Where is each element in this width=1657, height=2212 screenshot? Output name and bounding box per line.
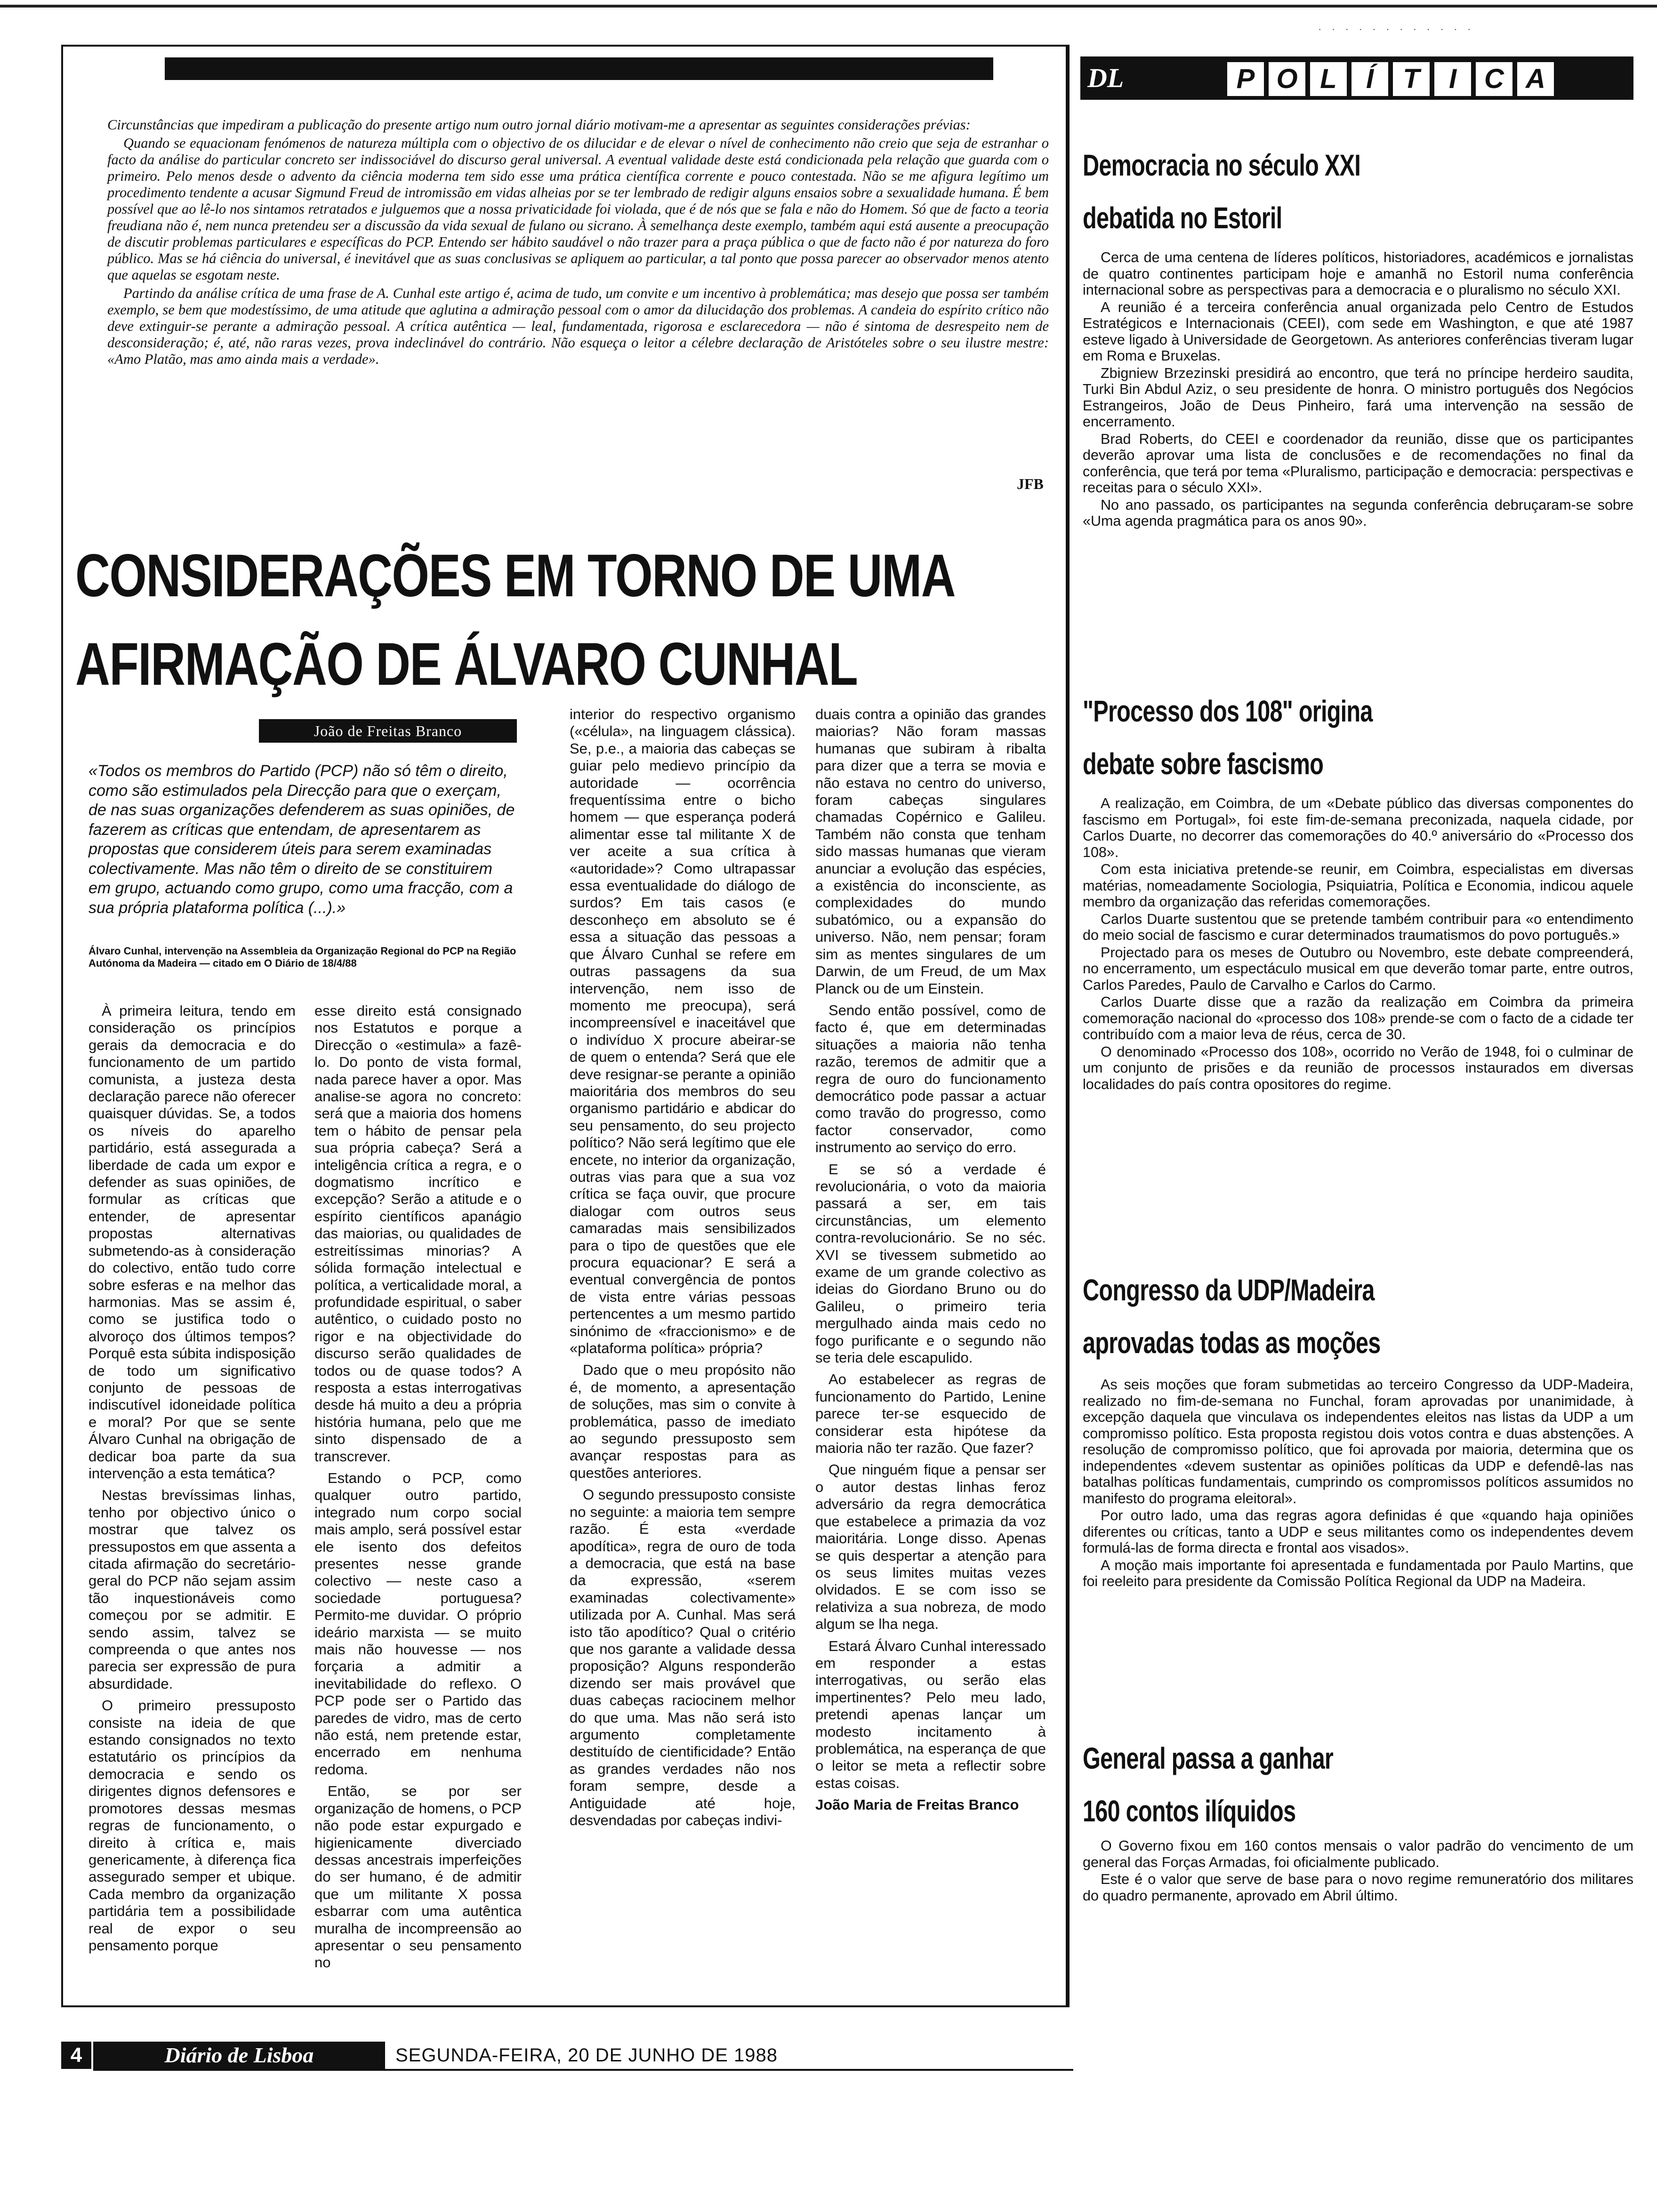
section-title bbox=[1226, 61, 1558, 97]
paragraph: Sendo então possível, como de facto é, que em determinadas situações a maioria não tenha razão, teremos de admitir que a regra de ouro do funcionamento democrático pode passar a actuar como travão do progresso, como factor conservador, como instrumento ao serviço do erro. bbox=[815, 1002, 1046, 1156]
black-banner bbox=[165, 57, 993, 80]
quote-source: Álvaro Cunhal, intervenção na Assembleia da Organização Regional do PCP na Região Autónoma da Madeira — citado em O Diário de 18/4/88 bbox=[88, 945, 516, 969]
paragraph: O Governo fixou em 160 contos mensais o valor padrão do vencimento de um general das Forças Armadas, foi oficialmente publicado. bbox=[1083, 1838, 1633, 1870]
story-headline-line: Democracia no século XXI bbox=[1083, 148, 1360, 182]
paragraph: Ao estabelecer as regras de funcionamento do Partido, Lenine parece ter-se esquecido de considerar esta hipótese da maioria não ter razão. Que fazer? bbox=[815, 1371, 1046, 1457]
paragraph: A moção mais importante foi apresentada e fundamentada por Paulo Martins, que foi reeleito para presidente da Comissão Política Regional da UDP na Madeira. bbox=[1083, 1557, 1633, 1589]
paragraph: A reunião é a terceira conferência anual organizada pelo Centro de Estudos Estratégicos e Internacionais (CEEI), com sede em Washington, e que até 1987 esteve ligado à Universidade de Georgetown. As anteriores conferências tiveram lugar em Roma e Bruxelas. bbox=[1083, 299, 1633, 364]
story-2-headline bbox=[1083, 685, 1373, 790]
headline-line-2: AFIRMAÇÃO DE ÁLVARO CUNHAL bbox=[75, 631, 858, 698]
paragraph: As seis moções que foram submetidas ao terceiro Congresso da UDP-Madeira, realizado no fim-de-semana no Funchal, foram aprovadas por unanimidade, à excepção daquela que vinculava os independentes eleitos nas listas da UDP a um compromisso político. Esta proposta registou dois votos contra e duas abstenções. A resolução de compromisso político, que foi aprovada por maioria, determina que os independentes «devem sustentar as opiniões políticas da UDP e defendê-las nas batalhas políticas fundamentais, cumprindo os compromissos políticos assumidos no manifesto do programa eleitoral». bbox=[1083, 1377, 1633, 1507]
story-headline-line: "Processo dos 108" origina bbox=[1083, 694, 1373, 728]
paragraph: interior do respectivo organismo («célula», na linguagem clássica). Se, p.e., a maioria das cabeças se guiar pelo medievo princípio da autoridade — ocorrência frequentíssima entre o bicho homem — que esperança poderá alimentar esse tal militante X de ver aceite a sua crítica à «autoridade»? Como ultrapassar essa eventualidade do diálogo de surdos? Em tais casos (e desconheço em absoluto se é essa a situação das pessoas a que Álvaro Cunhal se refere em outras passagens da sua intervenção, nem isso de momento me preocupa), será incompreensível e inaceitável que o indivíduo X procure abeirar-se de quem o entenda? Será que ele deve resignar-se perante a opinião maioritária dos membros do seu organismo partidário e abdicar do seu pensamento, do seu projecto político? Não será legítimo que ele encete, no interior da organização, outras vias para que a sua voz crítica se faça ouvir, que procure dialogar com outros seus camaradas mais sensibilizados para o tipo de questões que ele procura equacionar? E será a eventual convergência de pontos de vista entre várias pessoas pertencentes a um mesmo partido sinónimo de «fraccionismo» e de «plataforma política» própria? bbox=[570, 706, 796, 1357]
story-headline-line: aprovadas todas as moções bbox=[1083, 1326, 1381, 1360]
story-headline-line: debate sobre fascismo bbox=[1083, 747, 1324, 781]
paragraph: Estando o PCP, como qualquer outro partido, integrado num corpo social mais amplo, será possível estar ele isento dos defeitos presentes nesse grande colectivo — neste caso a sociedade portuguesa? Permito-me duvidar. O próprio ideário marxista — se muito mais não houvesse — nos forçaria a admitir a inevitabilidade do reflexo. O PCP pode ser o Partido das paredes de vidro, mas de certo não está, nem pretende estar, encerrado em nenhuma redoma. bbox=[314, 1469, 522, 1778]
paragraph: Então, se por ser organização de homens, o PCP não pode estar expurgado e higienicamente diverciado dessas ancestrais imperfeições do ser humano, é de admitir que um militante X possa esbarrar com uma autêntica muralha de incompreensão ao apresentar o seu pensamento no bbox=[314, 1783, 522, 1971]
top-dots: · · · · · · · · · · · · bbox=[1318, 24, 1475, 35]
editor-note bbox=[107, 117, 1049, 369]
story-4-body bbox=[1083, 1838, 1633, 1905]
story-1-body bbox=[1083, 249, 1633, 530]
paragraph: No ano passado, os participantes na segunda conferência debruçaram-se sobre «Uma agenda pragmática para os anos 90». bbox=[1083, 497, 1633, 529]
editor-note-signature: JFB bbox=[1017, 475, 1044, 492]
paragraph: esse direito está consignado nos Estatutos e porque a Direcção o «estimula» a fazê-lo. Do ponto de vista formal, nada parece haver a opor. Mas analise-se agora no concreto: será que a maioria dos homens tem o hábito de pensar pela sua própria cabeça? Será a inteligência crítica a regra, e o dogmatismo incrítico e excepção? Serão a atitude e o espírito científicos apanágio das maiorias, ou qualidades de estreitíssimas minorias? A sólida formação intelectual e política, a verticalidade moral, a profundidade espiritual, o saber autêntico, o cuidado posto no rigor e na objectividade do discurso serão qualidades de todos ou de quase todos? A resposta a estas interrogativas desde há muito a deu a própria história humana, pelo que me sinto dispensado de a transcrever. bbox=[314, 1002, 522, 1465]
paragraph: Estará Álvaro Cunhal interessado em responder a estas interrogativas, ou serão elas impertinentes? Pelo meu lado, pretendi apenas lançar um modesto incitamento à problemática, na esperança de que o leitor se meta a reflectir sobre estas coisas. bbox=[815, 1637, 1046, 1791]
paragraph: Por outro lado, uma das regras agora definidas é que «quando haja opiniões diferentes ou críticas, tanto a UDP e seus militantes como os independentes devem formulá-las de forma directa e frontal aos visados». bbox=[1083, 1507, 1633, 1556]
editor-note-paragraph: Partindo da análise crítica de uma frase de A. Cunhal este artigo é, acima de tudo, um convite e um incentivo à problemática; mas desejo que possa ser também exemplo, se bem que modestíssimo, de uma atitude que aglutina a admiração pessoal com o amor da dilucidação dos problemas. A candeia do espírito crítico não deve extinguir-se perante a admiração pessoal. A crítica autêntica — leal, fundamentada, rigorosa e esclarecedora — não é sintoma de desrespeito nem de desconsideração; é, até, não raras vezes, prova indeclinável do contrário. Não esqueça o leitor a célebre declaração de Aristóteles sobre o seu ilustre mestre: «Amo Platão, mas amo ainda mais a verdade». bbox=[107, 285, 1049, 367]
story-headline-line: 160 contos ilíquidos bbox=[1083, 1794, 1296, 1828]
article-column-2 bbox=[314, 1002, 522, 1976]
section-letter: P bbox=[1226, 61, 1265, 97]
headline-line-1: CONSIDERAÇÕES EM TORNO DE UMA bbox=[75, 542, 955, 609]
paragraph: Cerca de uma centena de líderes políticos, historiadores, académicos e jornalistas de quatro continentes participam hoje e amanhã no Estoril numa conferência internacional sobre as perspectivas para a democracia e o pluralismo no século XXI. bbox=[1083, 249, 1633, 298]
paragraph: O primeiro pressuposto consiste na ideia de que estando consignados no texto estatutário os princípios da democracia e sendo os dirigentes dignos defensores e promotores dessas mesmas regras de funcionamento, o direito à crítica e, mais genericamente, à diferença fica assegurado semper et ubique. Cada membro da organização partidária tem a possibilidade real de expor o seu pensamento porque bbox=[88, 1697, 296, 1954]
column-divider bbox=[1068, 45, 1070, 2007]
paragraph: E se só a verdade é revolucionária, o voto da maioria passará a ser, em tais circunstâncias, um elemento contra-revolucionário. Se no séc. XVI se tivessem submetido ao exame de um grande colectivo as ideias do Giordano Bruno ou do Galileu, o primeiro teria mergulhado ainda mais cedo no fogo purificante e o segundo não se teria dele escapulido. bbox=[815, 1161, 1046, 1366]
newspaper-name: Diário de Lisboa bbox=[93, 2042, 385, 2069]
footer-rule bbox=[93, 2069, 1073, 2071]
story-1-headline bbox=[1083, 139, 1360, 244]
paragraph: Este é o valor que serve de base para o novo regime remuneratório dos militares do quadro permanente, aprovado em Abril último. bbox=[1083, 1871, 1633, 1904]
paragraph: O denominado «Processo dos 108», ocorrido no Verão de 1948, foi o culminar de um conjunto de prisões e da reunião de processos instaurados em diversas localidades do país contra opositores do regime. bbox=[1083, 1043, 1633, 1092]
section-logo: DL bbox=[1087, 63, 1124, 93]
editor-note-paragraph: Circunstâncias que impediram a publicação do presente artigo num outro jornal diário motivam-me a apresentar as seguintes considerações prévias: bbox=[107, 117, 971, 133]
cunhal-quote: «Todos os membros do Partido (PCP) não só têm o direito, como são estimulados pela Direcção para que o exerçam, de nas suas organizações defenderem as suas opiniões, de fazerem as críticas que entendam, de apresentarem as propostas que considerem úteis para serem examinadas colectivamente. Mas não têm o direito de se constituirem em grupo, actuando como grupo, como uma fracção, com a sua própria plataforma política (...).» bbox=[88, 762, 515, 917]
section-letter: Í bbox=[1351, 61, 1389, 97]
story-3-body bbox=[1083, 1377, 1633, 1591]
paragraph: Com esta iniciativa pretende-se reunir, em Coimbra, especialistas em diversas matérias, nomeadamente Sociologia, Psiquiatria, Política e Economia, indicou aquele membro da organização das referidas comemorações. bbox=[1083, 861, 1633, 910]
article-column-1 bbox=[88, 1002, 296, 1959]
paragraph: Zbigniew Brzezinski presidirá ao encontro, que terá no príncipe herdeiro saudita, Turki Bin Abdul Aziz, o seu presidente de honra. O ministro português dos Negócios Estrangeiros, João de Deus Pinheiro, fará uma intervenção na sessão de encerramento. bbox=[1083, 365, 1633, 430]
paragraph: A realização, em Coimbra, de um «Debate público das diversas componentes do fascismo em Portugal», foi este fim-de-semana preconizada, naquela cidade, por Carlos Duarte, no decorrer das comemorações do 40.º aniversário do «Processo dos 108». bbox=[1083, 795, 1633, 860]
section-letter: L bbox=[1309, 61, 1348, 97]
paragraph: Nestas brevíssimas linhas, tenho por objectivo único o mostrar que talvez os pressupostos em que assenta a citada afirmação do secretário-geral do PCP não sejam assim tão inquestionáveis como começou por se admitir. E sendo assim, talvez se compreenda o que antes nos parecia ser expressão de pura absurdidade. bbox=[88, 1487, 296, 1692]
section-letter: I bbox=[1433, 61, 1472, 97]
paragraph: Brad Roberts, do CEEI e coordenador da reunião, disse que os participantes deverão aprovar uma lista de conclusões e de recomendações no final da conferência, que terá por tema «Pluralismo, participação e democracia: perspectivas e receitas para o século XXI». bbox=[1083, 431, 1633, 496]
story-headline-line: General passa a ganhar bbox=[1083, 1741, 1334, 1775]
story-headline-line: debatida no Estoril bbox=[1083, 201, 1282, 235]
paragraph: Dado que o meu propósito não é, de momento, a apresentação de soluções, mas sim o convite à problemática, passo de imediato ao segundo pressuposto sem avançar respostas para as questões anteriores. bbox=[570, 1362, 796, 1481]
article-headline bbox=[75, 532, 955, 709]
story-2-body bbox=[1083, 795, 1633, 1093]
story-3-headline bbox=[1083, 1264, 1381, 1369]
article-column-3 bbox=[570, 706, 796, 1834]
section-letter: O bbox=[1268, 61, 1306, 97]
paragraph: Que ninguém fique a pensar ser o autor destas linhas feroz adversário da regra democrática que estabelece a primazia da voz maioritária. Longe disso. Apenas se quis despertar a atenção para os seus limites muitas vezes olvidados. E se com isso se relativiza a sua nobreza, de modo algum se lha nega. bbox=[815, 1461, 1046, 1633]
paragraph: Projectado para os meses de Outubro ou Novembro, este debate compreenderá, no encerramento, um espectáculo musical em que deverão tomar parte, entre outros, Carlos Paredes, Paulo de Carvalho e Carlos do Carmo. bbox=[1083, 944, 1633, 993]
paragraph: Carlos Duarte sustentou que se pretende também contribuir para «o entendimento do meio social de fascismo e curar determinados traumatismos do povo português.» bbox=[1083, 911, 1633, 943]
story-headline-line: Congresso da UDP/Madeira bbox=[1083, 1273, 1375, 1307]
article-column-4 bbox=[815, 706, 1046, 1819]
byline: João de Freitas Branco bbox=[259, 719, 517, 743]
paragraph: O segundo pressuposto consiste no seguinte: a maioria tem sempre razão. É esta «verdade apodítica», regra de ouro de toda a democracia, que está na base da expressão, «serem examinadas colectivamente» utilizada por A. Cunhal. Mas será isto tão apodítico? Qual o critério que nos garante a validade dessa proposição? Alguns responderão dizendo ser mais provável que duas cabeças raciocinem melhor do que uma. Mas não será isto argumento completamente destituído de cientificidade? Então as grandes verdades não nos foram sempre, desde a Antiguidade até hoje, desvendadas por cabeças indivi- bbox=[570, 1486, 796, 1828]
page-number: 4 bbox=[61, 2042, 91, 2069]
article-signature: João Maria de Freitas Branco bbox=[815, 1796, 1019, 1813]
paragraph: duais contra a opinião das grandes maiorias? Não foram massas humanas que subiram à ribalta para dizer que a terra se movia e não estava no centro do universo, foram cabeças singulares chamadas Copérnico e Galileu. Também não consta que tenham sido massas humanas que vieram anunciar a evolução das espécies, a existência do inconsciente, as complexidades do mundo subatómico, ou a expansão do universo. Não, nem pensar; foram sim as mentes singulares de um Darwin, de um Freud, de um Max Planck ou de um Einstein. bbox=[815, 706, 1046, 997]
paragraph: Carlos Duarte disse que a razão da realização em Coimbra da primeira comemoração nacional do «processo dos 108» prende-se com o facto de a cidade ter contribuído com a maior leva de réus, cerca de 30. bbox=[1083, 994, 1633, 1042]
paragraph: À primeira leitura, tendo em consideração os princípios gerais da democracia e do funcionamento de um partido comunista, a justeza desta declaração parece não oferecer quaisquer dúvidas. Se, a todos os níveis do aparelho partidário, está assegurada a liberdade de cada um expor e defender as suas opiniões, de formular as críticas que entender, de apresentar propostas alternativas submetendo-as à consideração do colectivo, então tudo corre sobre esferas e na melhor das harmonias. Mas se assim é, como se justifica todo o alvoroço dos últimos tempos? Porquê esta súbita indisposição de todo um significativo conjunto de pessoas de indiscutível idoneidade política e moral? Por que se sente Álvaro Cunhal na obrigação de dedicar boa parte da sua intervenção a esta temática? bbox=[88, 1002, 296, 1482]
issue-date: SEGUNDA-FEIRA, 20 DE JUNHO DE 1988 bbox=[395, 2045, 778, 2066]
story-4-headline bbox=[1083, 1732, 1333, 1837]
section-letter: T bbox=[1392, 61, 1431, 97]
section-letter: A bbox=[1516, 61, 1555, 97]
section-letter: C bbox=[1475, 61, 1513, 97]
top-rule bbox=[0, 5, 1657, 8]
editor-note-paragraph: Quando se equacionam fenómenos de natureza múltipla com o objectivo de os dilucidar e de elevar o nível de conhecimento não creio que seja de estranhar o facto da análise do particular concreto ser indissociável do discurso geral universal. A eventual validade deste está condicionada pela relação que guarda com o primeiro. Pelo menos desde o advento da ciência moderna tem sido esse uma prática científica corrente e pouco contestada. Não se me afigura legítimo um procedimento tendente a acusar Sigmund Freud de intromissão em vidas alheias por se ter lembrado de redigir alguns ensaios sobre a sexualidade humana. É bem possível que ao lê-lo nos sintamos retratados e julguemos que a nossa privaticidade foi violada, que é de nós que se fala e não do Homem. Só que de facto a teoria freudiana não é, nem nunca pretendeu ser a discussão da vida sexual de fulano ou sicrano. À semelhança deste exemplo, também aqui está ausente a preocupação de discutir problemas particulares e específicas do PCP. Entendo ser hábito saudável o não trazer para a praça pública o que de facto não é por natureza do foro público. Mas se há ciência do universal, é inevitável que as suas conclusivas se apliquem ao particular, a tal ponto que possa parecer ao observador menos atento que aquelas se esgotam neste. bbox=[107, 135, 1049, 283]
